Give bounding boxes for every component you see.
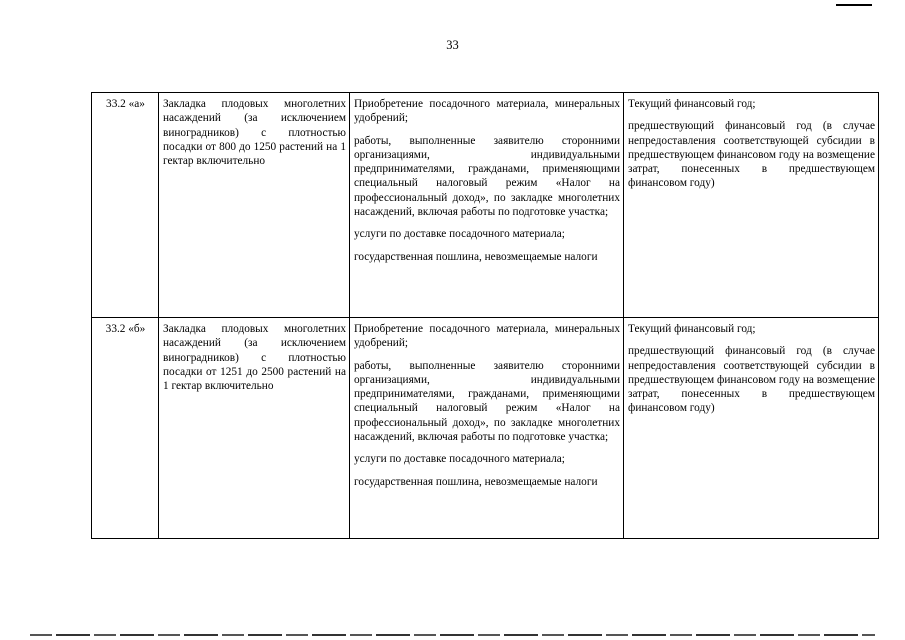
footer-scan-line	[30, 634, 875, 636]
period-item: Текущий финансовый год;	[628, 323, 756, 335]
period-cell	[624, 93, 879, 318]
row-code: 33.2 «б»	[92, 318, 159, 539]
cost-item: услуги по доставке посадочного материала;	[354, 228, 565, 241]
cost-item: Приобретение посадочного материала, минеральных удобрений;	[354, 98, 620, 125]
header-rule	[836, 4, 872, 6]
activity-cell	[159, 93, 350, 318]
activity-text: Закладка плодовых многолетних насаждений (за исключением виноградников) с плотностью посадки от 800 до 1250 растений на 1 гектар включительно	[163, 98, 346, 168]
period-item: предшествующий финансовый год (в случае непредоставления соответствующей субсидии в предшествующем финансовом году на возмещение затрат, понесенных в предшествующем финансовом году)	[628, 120, 875, 190]
page-number: 33	[446, 38, 459, 52]
period-cell	[624, 318, 879, 539]
cost-item: государственная пошлина, невозмещаемые налоги	[354, 475, 598, 488]
table-row	[92, 93, 879, 318]
costs-cell	[350, 93, 624, 318]
cost-item: работы, выполненные заявителю сторонними организациями, индивидуальными предпринимателями, гражданами, применяющими специальный налоговый режим «Налог на профессиональный доход», по закладке многолетних насаждений, включая работы по подготовке участка;	[354, 359, 620, 444]
cost-item: Приобретение посадочного материала, минеральных удобрений;	[354, 323, 620, 350]
table-row	[92, 318, 879, 539]
subsidy-table	[91, 92, 879, 539]
cost-item: работы, выполненные заявителю сторонними организациями, индивидуальными предпринимателями, гражданами, применяющими специальный налоговый режим «Налог на профессиональный доход», по закладке многолетних насаждений, включая работы по подготовке участка;	[354, 134, 620, 219]
period-item: Текущий финансовый год;	[628, 98, 756, 110]
costs-cell	[350, 318, 624, 539]
cost-item: государственная пошлина, невозмещаемые налоги	[354, 250, 598, 263]
activity-cell	[159, 318, 350, 539]
cost-item: услуги по доставке посадочного материала;	[354, 453, 565, 466]
period-item: предшествующий финансовый год (в случае непредоставления соответствующей субсидии в предшествующем финансовом году на возмещение затрат, понесенных в предшествующем финансовом году)	[628, 345, 875, 415]
activity-text: Закладка плодовых многолетних насаждений (за исключением виноградников) с плотностью посадки от 1251 до 2500 растений на 1 гектар включительно	[163, 323, 346, 393]
row-code: 33.2 «а»	[92, 93, 159, 318]
